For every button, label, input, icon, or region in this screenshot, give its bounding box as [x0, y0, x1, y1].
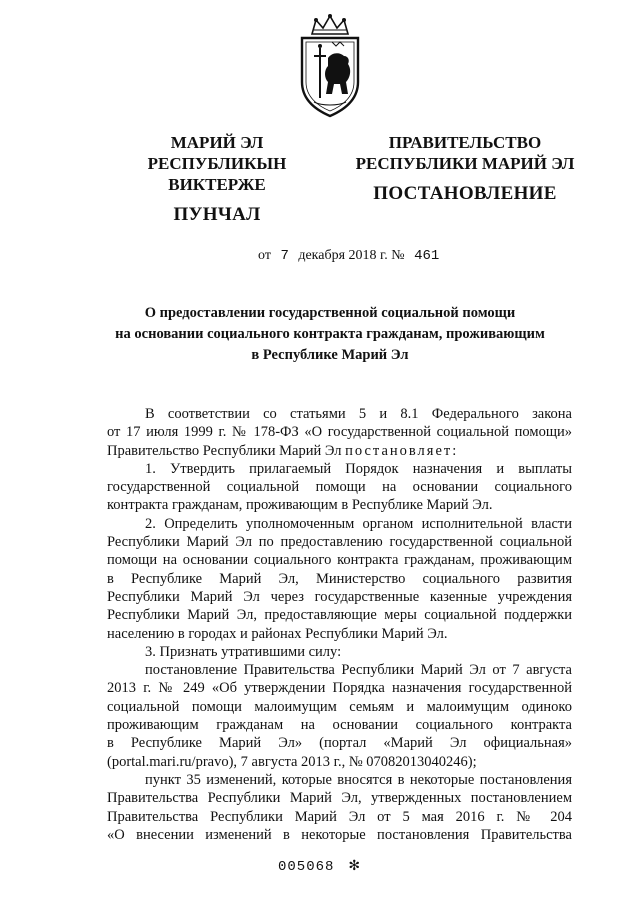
body-line-text: Правительства Республики Марий Эл, утвержденных постановлением — [107, 790, 572, 807]
body-line-text: Правительства Республики Марий Эл от 5 мая 2016 г. № 204 — [107, 808, 572, 825]
header-right-line2: РЕСПУБЛИКИ МАРИЙ ЭЛ — [355, 154, 575, 173]
body-line — [107, 405, 572, 423]
header-right-doc-type: ПОСТАНОВЛЕНИЕ — [373, 183, 557, 204]
body-line — [107, 515, 572, 533]
body-line-text: 2. Определить уполномоченным органом исполнительной власти — [145, 515, 572, 532]
title-line: на основании социального контракта гражданам, проживающим — [115, 326, 545, 342]
body-line-text: от 17 июля 1999 г. № 178-ФЗ «О государственной социальной помощи» — [107, 424, 572, 441]
body-line — [107, 423, 572, 441]
body-line — [107, 643, 572, 661]
document-date-line — [258, 248, 445, 264]
body-line — [107, 679, 572, 697]
title-line: в Республике Марий Эл — [251, 347, 409, 363]
body-line — [107, 789, 572, 807]
body-line — [107, 570, 572, 588]
document-title — [110, 303, 550, 366]
body-line — [107, 533, 572, 551]
body-line-text: государственной социальной помощи на основании социального — [107, 479, 572, 496]
body-line-text: Республики Марий Эл по предоставлению государственной социальной — [107, 534, 572, 551]
date-day: 7 — [280, 248, 289, 264]
body-line-text: 1. Утвердить прилагаемый Порядок назначения и выплаты — [145, 460, 572, 477]
body-line — [107, 460, 572, 478]
body-line — [107, 442, 572, 460]
header-right-block — [352, 132, 578, 204]
date-prefix: от — [258, 248, 271, 263]
body-line-text: проживающим гражданам на основании социального контракта — [107, 717, 572, 734]
body-line-text: (portal.mari.ru/pravo), 7 августа 2013 г., № 07082013040246); — [107, 753, 477, 770]
body-line-text: 3. Признать утратившими силу: — [145, 643, 342, 660]
body-line-text: в Республике Марий Эл» (портал «Марий Эл официальная» — [107, 735, 572, 752]
body-spaced-verb: постановляет: — [345, 442, 459, 459]
header-left-block — [104, 132, 330, 225]
body-line-text: В соответствии со статьями 5 и 8.1 Федерального закона — [145, 406, 572, 422]
body-line — [107, 771, 572, 789]
body-line — [107, 551, 572, 569]
coat-of-arms-emblem — [296, 12, 364, 118]
title-line: О предоставлении государственной социальной помощи — [144, 305, 516, 321]
body-line — [107, 625, 572, 643]
date-rest: декабря 2018 г. № — [298, 248, 405, 263]
body-line — [107, 496, 572, 514]
body-line-text: социальной помощи малоимущим семьям и малоимущим одиноко — [107, 698, 572, 715]
body-line — [107, 588, 572, 606]
body-line-text: Правительство Республики Марий Эл — [107, 442, 342, 459]
body-line — [107, 698, 572, 716]
body-line — [107, 826, 572, 844]
body-line-text: постановление Правительства Республики Марий Эл от 7 августа — [145, 662, 572, 679]
body-line-text: населению в городах и районах Республики Марий Эл. — [107, 625, 448, 642]
star-mark-icon: ✻ — [348, 858, 362, 874]
header-left-doc-type: ПУНЧАЛ — [173, 204, 261, 225]
document-number: 461 — [414, 248, 440, 264]
body-line-text: 2013 г. № 249 «Об утверждении Порядка назначения государственной — [107, 680, 572, 697]
header-left-line2: ВИКТЕРЖЕ — [168, 175, 266, 194]
header-right-line1: ПРАВИТЕЛЬСТВО — [388, 133, 542, 152]
body-line-text: Республики Марий Эл, предоставляющие меры социальной поддержки — [107, 607, 572, 624]
document-body — [107, 405, 572, 844]
body-line — [107, 661, 572, 679]
body-line-text: пункт 35 изменений, которые вносятся в некоторые постановления — [145, 771, 572, 788]
serial-number: 005068 — [278, 859, 335, 875]
body-line-text: контракта гражданам, проживающим в Республике Марий Эл. — [107, 497, 493, 514]
document-footer — [278, 858, 361, 875]
body-line — [107, 753, 572, 771]
body-line — [107, 478, 572, 496]
body-line — [107, 716, 572, 734]
body-line-text: «О внесении изменений в некоторые постановления Правительства — [107, 826, 572, 843]
body-line — [107, 606, 572, 624]
body-line-text: помощи на основании социального контракта гражданам, проживающим — [107, 552, 572, 569]
body-line — [107, 734, 572, 752]
body-line-text: в Республике Марий Эл, Министерство социального развития — [107, 570, 572, 587]
header-left-line1: МАРИЙ ЭЛ РЕСПУБЛИКЫН — [147, 133, 287, 173]
body-line-text: Республики Марий Эл через государственные казенные учреждения — [107, 588, 572, 605]
body-line — [107, 808, 572, 826]
